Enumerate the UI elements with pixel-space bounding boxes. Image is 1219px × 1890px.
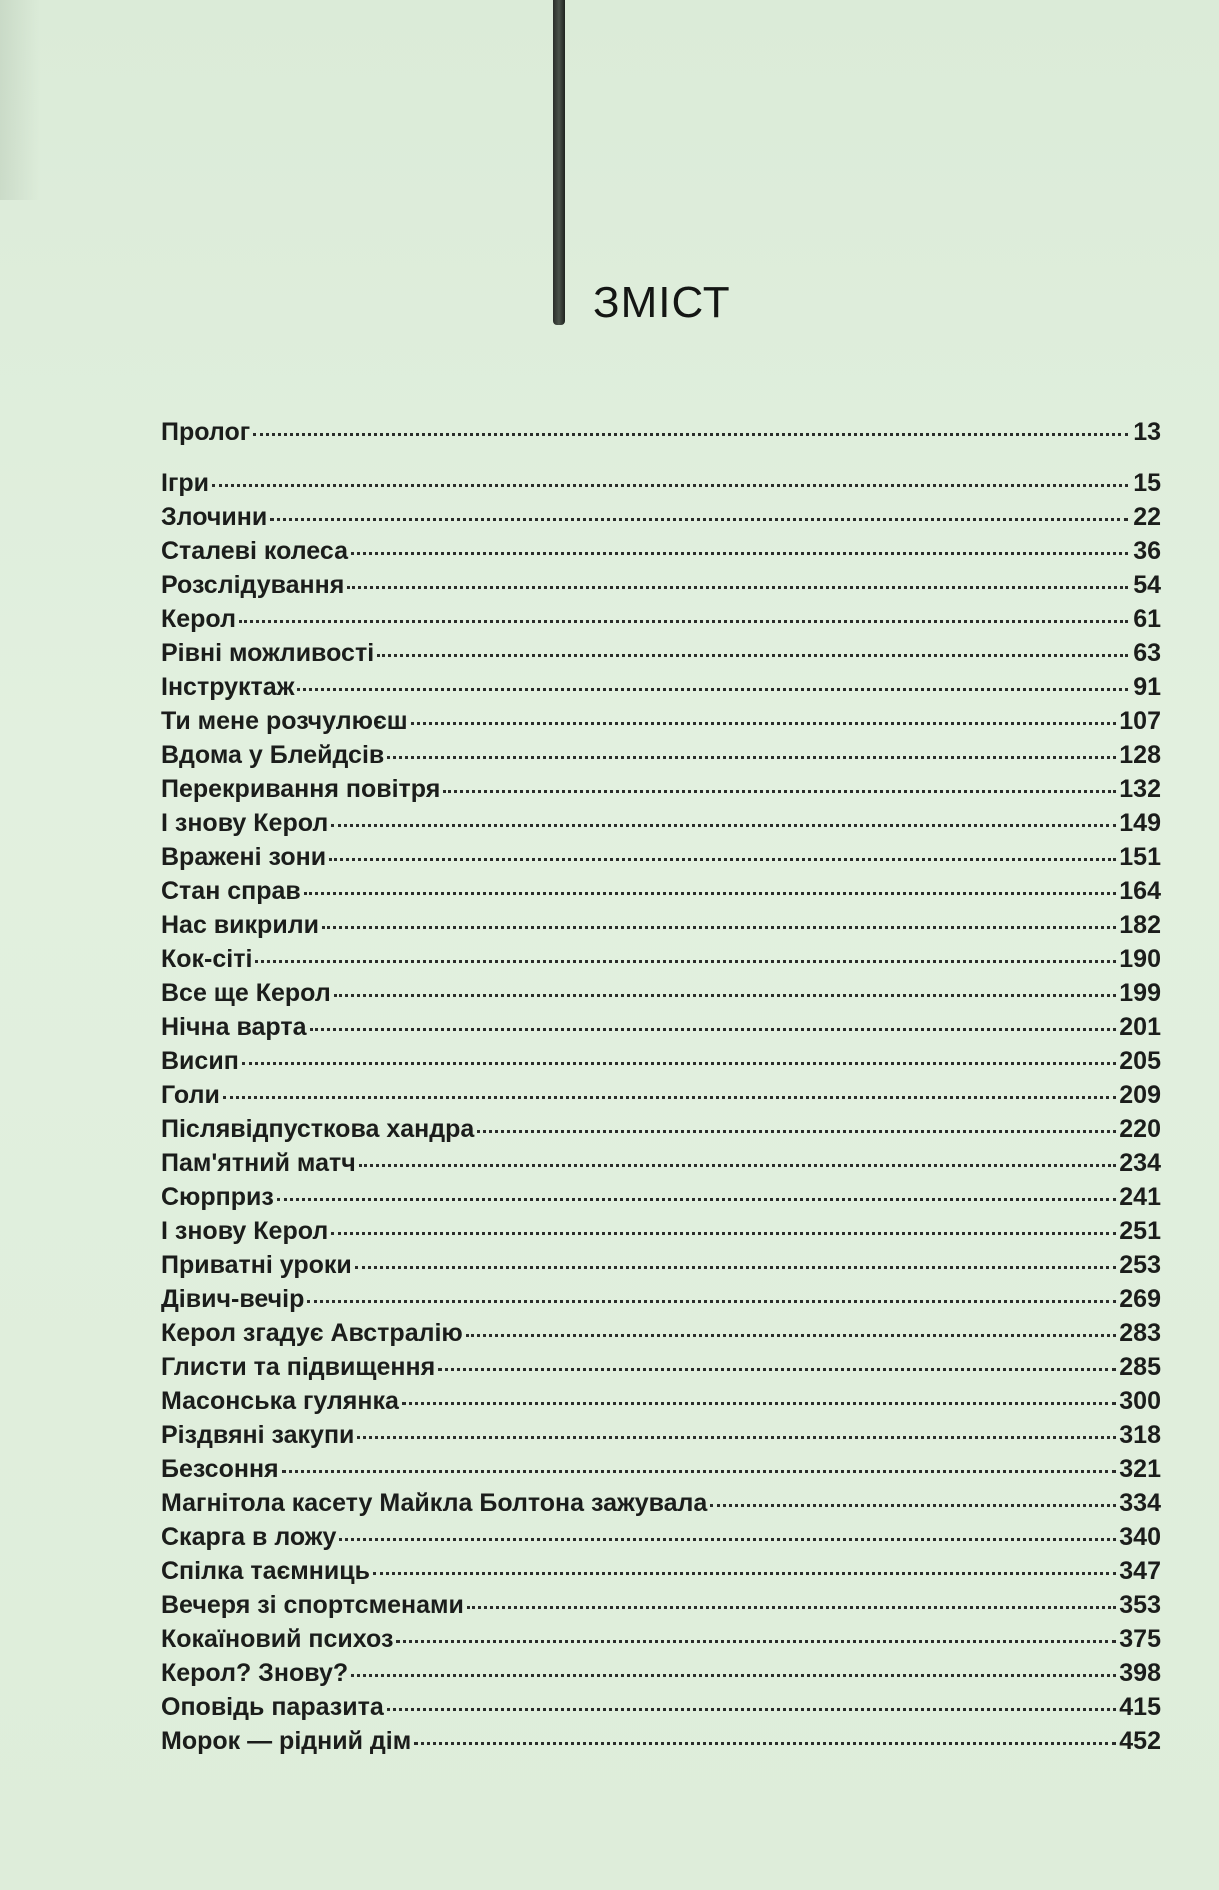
toc-chapter-title: Глисти та підвищення xyxy=(161,1353,436,1381)
toc-dot-leader xyxy=(411,722,1117,725)
toc-page-number: 241 xyxy=(1119,1183,1161,1211)
toc-dot-leader xyxy=(329,858,1116,861)
toc-dot-leader xyxy=(307,1300,1116,1303)
toc-row xyxy=(161,500,1161,534)
toc-dot-leader xyxy=(357,1436,1116,1439)
toc-row xyxy=(161,1180,1161,1214)
toc-chapter-title: Все ще Керол xyxy=(161,979,331,1007)
toc-dot-leader xyxy=(467,1606,1116,1609)
toc-row xyxy=(161,670,1161,704)
toc-row xyxy=(161,1214,1161,1248)
toc-row xyxy=(161,1622,1161,1656)
toc-page-number: 300 xyxy=(1119,1387,1161,1415)
toc-dot-leader xyxy=(438,1368,1116,1371)
toc-chapter-title: І знову Керол xyxy=(161,809,329,837)
toc-row xyxy=(161,1588,1161,1622)
toc-chapter-title: І знову Керол xyxy=(161,1217,329,1245)
toc-chapter-title: Рівні можливості xyxy=(161,639,375,667)
toc-page-number: 234 xyxy=(1119,1149,1161,1177)
toc-chapter-title: Інструктаж xyxy=(161,673,295,701)
toc-row xyxy=(161,1010,1161,1044)
toc-row xyxy=(161,840,1161,874)
toc-page-number: 13 xyxy=(1133,418,1161,446)
toc-dot-leader xyxy=(710,1504,1116,1507)
toc-chapter-title: Керол? Знову? xyxy=(161,1659,349,1687)
toc-page-number: 283 xyxy=(1119,1319,1161,1347)
bookmark-ribbon xyxy=(553,0,565,325)
toc-row xyxy=(161,1316,1161,1350)
toc-chapter-title: Приватні уроки xyxy=(161,1251,352,1279)
toc-page-number: 63 xyxy=(1133,639,1161,667)
toc-row xyxy=(161,738,1161,772)
toc-dot-leader xyxy=(277,1198,1116,1201)
toc-row xyxy=(161,636,1161,670)
toc-dot-leader xyxy=(387,756,1116,759)
toc-page-number: 61 xyxy=(1133,605,1161,633)
toc-page-number: 415 xyxy=(1119,1693,1161,1721)
toc-page-number: 220 xyxy=(1119,1115,1161,1143)
toc-row xyxy=(161,534,1161,568)
toc-chapter-title: Масонська гулянка xyxy=(161,1387,399,1415)
toc-dot-leader xyxy=(331,824,1116,827)
toc-row xyxy=(161,1554,1161,1588)
toc-dot-leader xyxy=(355,1266,1116,1269)
toc-page-number: 182 xyxy=(1119,911,1161,939)
toc-row xyxy=(161,976,1161,1010)
toc-row xyxy=(161,466,1161,500)
toc-chapter-title: Голи xyxy=(161,1081,220,1109)
toc-page-number: 54 xyxy=(1133,571,1161,599)
toc-row xyxy=(161,1418,1161,1452)
toc-page-number: 15 xyxy=(1133,469,1161,497)
toc-page-number: 151 xyxy=(1119,843,1161,871)
toc-chapter-title: Вдома у Блейдсів xyxy=(161,741,385,769)
toc-page-number: 91 xyxy=(1133,673,1161,701)
toc-chapter-title: Вечеря зі спортсменами xyxy=(161,1591,464,1619)
toc-dot-leader xyxy=(347,586,1128,589)
toc-page-number: 334 xyxy=(1119,1489,1161,1517)
toc-row xyxy=(161,704,1161,738)
toc-dot-leader xyxy=(334,994,1117,997)
toc-dot-leader xyxy=(396,1640,1116,1643)
toc-row xyxy=(161,1520,1161,1554)
toc-row xyxy=(161,806,1161,840)
toc-dot-leader xyxy=(310,1028,1117,1031)
toc-row xyxy=(161,874,1161,908)
toc-chapter-title: Перекривання повітря xyxy=(161,775,441,803)
toc-chapter-title: Керол xyxy=(161,605,236,633)
toc-row xyxy=(161,1656,1161,1690)
toc-chapter-title: Дівич-вечір xyxy=(161,1285,305,1313)
toc-row xyxy=(161,908,1161,942)
toc-page-number: 340 xyxy=(1119,1523,1161,1551)
toc-row xyxy=(161,1248,1161,1282)
toc-page-number: 452 xyxy=(1119,1727,1161,1755)
toc-row xyxy=(161,1724,1161,1758)
toc-chapter-title: Висип xyxy=(161,1047,239,1075)
toc-row xyxy=(161,568,1161,602)
toc-page-number: 199 xyxy=(1119,979,1161,1007)
toc-page-number: 375 xyxy=(1119,1625,1161,1653)
toc-page-number: 128 xyxy=(1119,741,1161,769)
toc-dot-leader xyxy=(359,1164,1117,1167)
toc-dot-leader xyxy=(387,1708,1117,1711)
toc-chapter-title: Різдвяні закупи xyxy=(161,1421,355,1449)
toc-dot-leader xyxy=(443,790,1116,793)
toc-chapter-title: Розслідування xyxy=(161,571,345,599)
toc-page-number: 347 xyxy=(1119,1557,1161,1585)
toc-dot-leader xyxy=(242,1062,1116,1065)
toc-page-number: 321 xyxy=(1119,1455,1161,1483)
toc-chapter-title: Вражені зони xyxy=(161,843,327,871)
toc-row xyxy=(161,602,1161,636)
toc-row xyxy=(161,1350,1161,1384)
toc-page-number: 353 xyxy=(1119,1591,1161,1619)
toc-dot-leader xyxy=(322,926,1116,929)
toc-page-number: 22 xyxy=(1133,503,1161,531)
toc-row xyxy=(161,1044,1161,1078)
toc-row xyxy=(161,1146,1161,1180)
toc-page-number: 190 xyxy=(1119,945,1161,973)
toc-row xyxy=(161,1486,1161,1520)
toc-page-number: 132 xyxy=(1119,775,1161,803)
toc-chapter-title: Злочини xyxy=(161,503,268,531)
toc-chapter-title: Керол згадує Австралію xyxy=(161,1319,463,1347)
toc-page-number: 251 xyxy=(1119,1217,1161,1245)
toc-page-number: 318 xyxy=(1119,1421,1161,1449)
toc-page-number: 269 xyxy=(1119,1285,1161,1313)
toc-dot-leader xyxy=(253,433,1128,436)
toc-dot-leader xyxy=(212,484,1128,487)
toc-chapter-title: Безсоння xyxy=(161,1455,279,1483)
toc-dot-leader xyxy=(223,1096,1116,1099)
toc-row xyxy=(161,1690,1161,1724)
toc-chapter-title: Пам'ятний матч xyxy=(161,1149,356,1177)
toc-row xyxy=(161,1078,1161,1112)
toc-chapter-title: Нас викрили xyxy=(161,911,319,939)
toc-page-number: 149 xyxy=(1119,809,1161,837)
toc-page-number: 164 xyxy=(1119,877,1161,905)
toc-chapter-title: Пролог xyxy=(161,418,251,446)
toc-dot-leader xyxy=(414,1742,1116,1745)
toc-dot-leader xyxy=(351,1674,1116,1677)
toc-row xyxy=(161,415,1161,449)
toc-chapter-title: Магнітола касету Майкла Болтона зажувала xyxy=(161,1489,708,1517)
toc-chapter-title: Кок-сіті xyxy=(161,945,253,973)
toc-dot-leader xyxy=(477,1130,1116,1133)
toc-page-number: 398 xyxy=(1119,1659,1161,1687)
toc-dot-leader xyxy=(373,1572,1116,1575)
toc-dot-leader xyxy=(297,688,1128,691)
toc-row xyxy=(161,1384,1161,1418)
toc-dot-leader xyxy=(304,892,1116,895)
toc-chapter-title: Нічна варта xyxy=(161,1013,307,1041)
toc-dot-leader xyxy=(377,654,1128,657)
toc-dot-leader xyxy=(339,1538,1116,1541)
toc-dot-leader xyxy=(331,1232,1116,1235)
toc-chapter-title: Кокаїновий психоз xyxy=(161,1625,394,1653)
toc-dot-leader xyxy=(282,1470,1117,1473)
toc-page-number: 285 xyxy=(1119,1353,1161,1381)
toc-chapter-title: Оповідь паразита xyxy=(161,1693,384,1721)
toc-row xyxy=(161,772,1161,806)
toc-chapter-title: Ти мене розчулюєш xyxy=(161,707,408,735)
toc-page-number: 36 xyxy=(1133,537,1161,565)
toc-page-number: 253 xyxy=(1119,1251,1161,1279)
toc-page-number: 205 xyxy=(1119,1047,1161,1075)
page-title: ЗМІСТ xyxy=(593,278,731,327)
toc-dot-leader xyxy=(402,1402,1116,1405)
toc-row xyxy=(161,942,1161,976)
toc-dot-leader xyxy=(255,960,1116,963)
toc-row xyxy=(161,1282,1161,1316)
toc-chapter-title: Спілка таємниць xyxy=(161,1557,370,1585)
toc-row xyxy=(161,1452,1161,1486)
page-edge-shadow xyxy=(0,0,40,200)
toc-dot-leader xyxy=(239,620,1128,623)
toc-dot-leader xyxy=(466,1334,1116,1337)
toc-chapter-title: Сюрприз xyxy=(161,1183,274,1211)
toc-page-number: 201 xyxy=(1119,1013,1161,1041)
toc-chapter-title: Скарга в ложу xyxy=(161,1523,337,1551)
toc-row xyxy=(161,1112,1161,1146)
toc-page-number: 209 xyxy=(1119,1081,1161,1109)
toc-dot-leader xyxy=(351,552,1128,555)
toc-dot-leader xyxy=(270,518,1128,521)
toc-chapter-title: Стан справ xyxy=(161,877,301,905)
toc-chapter-title: Сталеві колеса xyxy=(161,537,348,565)
toc-chapter-title: Морок — рідний дім xyxy=(161,1727,412,1755)
toc-chapter-title: Ігри xyxy=(161,469,209,497)
table-of-contents xyxy=(161,415,1161,1758)
toc-chapter-title: Післявідпусткова хандра xyxy=(161,1115,475,1143)
toc-page-number: 107 xyxy=(1119,707,1161,735)
